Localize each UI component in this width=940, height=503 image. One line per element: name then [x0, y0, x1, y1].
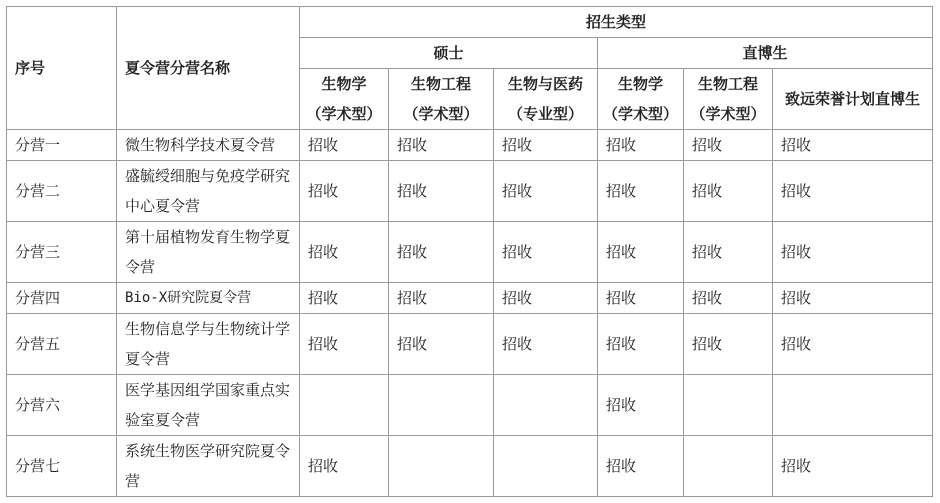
header-seq: 序号 [7, 7, 117, 130]
row-cell-col-1 [300, 375, 389, 436]
row-cell-col-5: 招收 [684, 130, 773, 161]
row-cell-col-5: 招收 [684, 283, 773, 314]
row-cell-col-1: 招收 [300, 161, 389, 222]
row-seq: 分营六 [7, 375, 117, 436]
row-cell-col-5 [684, 375, 773, 436]
row-cell-col-3: 招收 [494, 161, 598, 222]
row-camp-name: 微生物科学技术夏令营 [117, 130, 300, 161]
row-cell-col-1: 招收 [300, 283, 389, 314]
row-cell-col-2: 招收 [389, 314, 494, 375]
header-col-2-line1: 生物工程 [410, 75, 471, 93]
row-cell-col-4: 招收 [598, 314, 684, 375]
header-col-1-line1: 生物学 [321, 75, 367, 93]
header-col-4-line1: 生物学 [617, 75, 663, 93]
header-camp-name: 夏令营分营名称 [117, 7, 300, 130]
row-cell-col-6: 招收 [773, 283, 933, 314]
header-direct-phd: 直博生 [598, 38, 933, 69]
header-enroll-type: 招生类型 [300, 7, 933, 38]
enrollment-table [6, 6, 933, 497]
row-seq: 分营一 [7, 130, 117, 161]
row-cell-col-5: 招收 [684, 161, 773, 222]
table-row [7, 436, 933, 497]
row-seq: 分营四 [7, 283, 117, 314]
row-cell-col-5: 招收 [684, 222, 773, 283]
table-row [7, 375, 933, 436]
header-col-6-line1: 致远荣誉计划直博生 [785, 90, 921, 108]
row-cell-col-6: 招收 [773, 436, 933, 497]
row-cell-col-2: 招收 [389, 161, 494, 222]
header-col-5-line2: （学术型） [690, 105, 766, 123]
table-row [7, 283, 933, 314]
row-seq: 分营五 [7, 314, 117, 375]
header-master: 硕士 [300, 38, 598, 69]
row-cell-col-6: 招收 [773, 314, 933, 375]
header-row-1 [7, 7, 933, 38]
row-camp-name: 第十届植物发育生物学夏令营 [117, 222, 300, 283]
row-cell-col-6 [773, 375, 933, 436]
row-cell-col-4: 招收 [598, 161, 684, 222]
table-row [7, 314, 933, 375]
row-cell-col-4: 招收 [598, 222, 684, 283]
row-cell-col-6: 招收 [773, 130, 933, 161]
table-row [7, 130, 933, 161]
row-cell-col-1: 招收 [300, 436, 389, 497]
header-col-6 [773, 69, 933, 130]
row-cell-col-2 [389, 436, 494, 497]
row-camp-name: 系统生物医学研究院夏令营 [117, 436, 300, 497]
header-col-2 [389, 69, 494, 130]
row-cell-col-4: 招收 [598, 375, 684, 436]
row-cell-col-3 [494, 436, 598, 497]
header-col-3-line2: （专业型） [507, 105, 583, 123]
row-cell-col-2: 招收 [389, 222, 494, 283]
row-cell-col-3 [494, 375, 598, 436]
row-seq: 分营三 [7, 222, 117, 283]
row-cell-col-4: 招收 [598, 436, 684, 497]
row-cell-col-3: 招收 [494, 222, 598, 283]
row-cell-col-1: 招收 [300, 314, 389, 375]
row-camp-name: 盛毓绶细胞与免疫学研究中心夏令营 [117, 161, 300, 222]
row-camp-name: 医学基因组学国家重点实验室夏令营 [117, 375, 300, 436]
row-cell-col-2 [389, 375, 494, 436]
table-row [7, 222, 933, 283]
row-cell-col-2: 招收 [389, 130, 494, 161]
row-cell-col-6: 招收 [773, 161, 933, 222]
row-seq: 分营七 [7, 436, 117, 497]
row-cell-col-4: 招收 [598, 130, 684, 161]
row-cell-col-1: 招收 [300, 222, 389, 283]
row-camp-name: 生物信息学与生物统计学夏令营 [117, 314, 300, 375]
row-cell-col-5: 招收 [684, 314, 773, 375]
row-cell-col-3: 招收 [494, 130, 598, 161]
header-col-4-line2: （学术型） [602, 105, 678, 123]
row-cell-col-3: 招收 [494, 283, 598, 314]
row-cell-col-4: 招收 [598, 283, 684, 314]
row-cell-col-2: 招收 [389, 283, 494, 314]
header-col-4 [598, 69, 684, 130]
row-cell-col-1: 招收 [300, 130, 389, 161]
header-col-5 [684, 69, 773, 130]
row-cell-col-6: 招收 [773, 222, 933, 283]
table-row [7, 161, 933, 222]
header-col-2-line2: （学术型） [403, 105, 479, 123]
row-cell-col-3: 招收 [494, 314, 598, 375]
header-col-3 [494, 69, 598, 130]
row-cell-col-5 [684, 436, 773, 497]
row-seq: 分营二 [7, 161, 117, 222]
header-col-5-line1: 生物工程 [697, 75, 758, 93]
header-col-1-line2: （学术型） [306, 105, 382, 123]
row-camp-name: Bio-X研究院夏令营 [117, 283, 300, 314]
header-col-3-line1: 生物与医药 [507, 75, 583, 93]
header-col-1 [300, 69, 389, 130]
